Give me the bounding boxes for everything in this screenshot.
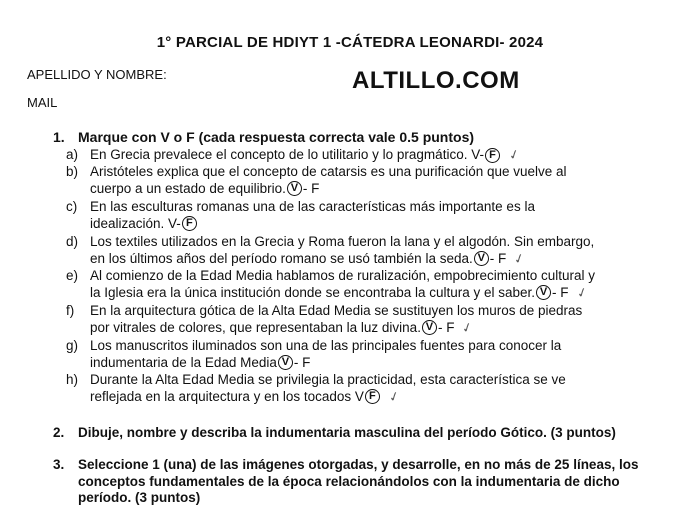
item-h-line2: reflejada en la arquitectura y en los tocados V — [90, 388, 364, 404]
item-f-letter: f) — [66, 303, 75, 318]
item-g — [90, 338, 561, 371]
checkmark-icon: ✓ — [386, 387, 402, 405]
q3-number: 3. — [53, 457, 65, 472]
item-d-answer: V — [474, 251, 489, 266]
item-c — [90, 199, 535, 232]
item-c-answer: F — [182, 216, 197, 231]
item-b-suffix: - F — [302, 180, 320, 196]
q1-prompt: Marque con V o F (cada respuesta correcta vale 0.5 puntos) — [78, 129, 475, 145]
item-b-line2: cuerpo a un estado de equilibrio. — [90, 180, 286, 196]
item-e-letter: e) — [66, 268, 79, 283]
item-f-answer: V — [422, 320, 437, 335]
item-c-line2: idealización. V- — [90, 215, 181, 231]
exam-title: 1° PARCIAL DE HDIYT 1 -CÁTEDRA LEONARDI- 2024 — [156, 34, 544, 51]
item-a-line1: En Grecia prevalece el concepto de lo utilitario y lo pragmático. V- — [90, 147, 484, 162]
item-d-line1: Los textiles utilizados en la Grecia y Roma fueron la lana y el algodón. Sin embargo, — [90, 234, 595, 249]
checkmark-icon: ✓ — [511, 249, 527, 267]
item-f-suffix: - F — [437, 319, 455, 335]
item-b-letter: b) — [66, 164, 79, 179]
q1-number: 1. — [53, 129, 65, 145]
checkmark-icon: ✓ — [460, 318, 476, 336]
item-h-answer: F — [365, 389, 380, 404]
name-label: APELLIDO Y NOMBRE: — [27, 67, 167, 82]
item-a — [90, 147, 520, 164]
item-e — [90, 268, 595, 301]
item-c-letter: c) — [66, 199, 78, 214]
checkmark-icon: ✓ — [574, 283, 590, 301]
item-g-line2: indumentaria de la Edad Media — [90, 354, 277, 370]
item-e-line2: la Iglesia era la única institución donde se encontraba la cultura y el saber. — [90, 284, 536, 300]
item-e-suffix: - F — [552, 284, 569, 300]
item-d-suffix: - F — [489, 250, 507, 266]
item-g-letter: g) — [66, 338, 79, 353]
q3-line3: período. (3 puntos) — [78, 490, 201, 505]
item-d-line2: en los últimos años del período romano se usó también la seda. — [90, 250, 473, 266]
item-b-answer: V — [287, 181, 302, 196]
item-f-line1: En la arquitectura gótica de la Alta Edad Media se sustituyen los muros de piedras — [90, 303, 583, 318]
item-d — [90, 234, 594, 267]
item-e-answer: V — [536, 285, 551, 300]
item-e-line1: Al comienzo de la Edad Media hablamos de ruralización, empobrecimiento cultural y — [90, 268, 596, 283]
q3-line1: Seleccione 1 (una) de las imágenes otorgadas, y desarrolle, en no más de 25 líneas, los — [78, 457, 639, 472]
q3-text — [78, 457, 638, 507]
mail-label: MAIL — [27, 95, 58, 110]
item-h — [90, 372, 566, 405]
item-g-suffix: - F — [293, 354, 311, 370]
item-h-letter: h) — [66, 372, 79, 387]
item-b — [90, 164, 567, 197]
q2-number: 2. — [53, 425, 65, 440]
q2-text: Dibuje, nombre y describa la indumentaria masculina del período Gótico. (3 puntos) — [78, 425, 616, 440]
item-f-line2: por vitrales de colores, que representaban la luz divina. — [90, 319, 421, 335]
watermark: ALTILLO.COM — [352, 67, 520, 94]
item-a-answer: F — [485, 148, 500, 163]
item-d-letter: d) — [66, 234, 79, 249]
item-f — [90, 303, 582, 336]
item-g-answer: V — [278, 355, 293, 370]
item-g-line1: Los manuscritos iluminados son una de las principales fuentes para conocer la — [90, 338, 562, 353]
item-a-letter: a) — [66, 147, 79, 162]
item-h-line1: Durante la Alta Edad Media se privilegia la practicidad, esta característica se ve — [90, 372, 566, 387]
checkmark-icon: ✓ — [506, 145, 522, 164]
q3-line2: conceptos fundamentales de la época relacionándolos con la indumentaria de dicho — [78, 473, 620, 489]
item-b-line1: Aristóteles explica que el concepto de catarsis es una purificación que vuelve al — [90, 164, 567, 179]
item-c-line1: En las esculturas romanas una de las características más importante es la — [90, 199, 535, 214]
